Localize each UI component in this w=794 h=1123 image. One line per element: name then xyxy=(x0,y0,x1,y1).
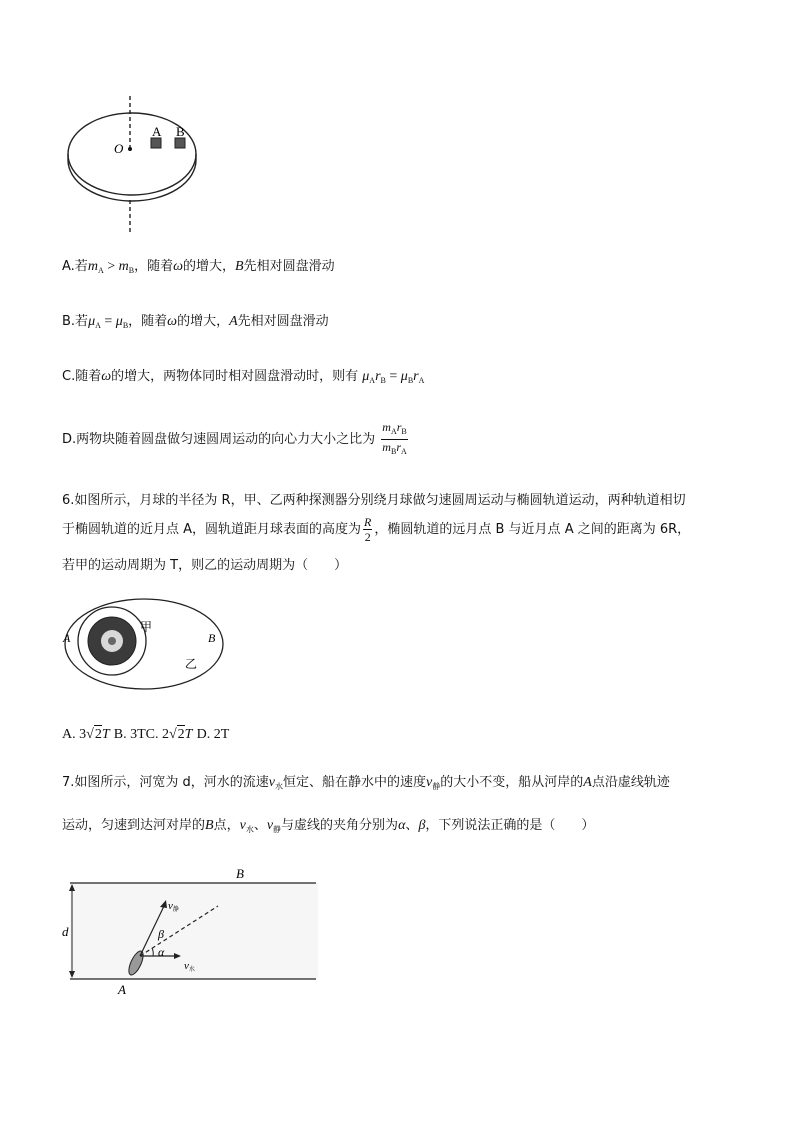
q6-options: A. 3√2T B. 3TC. 2√2T D. 2T xyxy=(62,727,230,742)
river-water xyxy=(70,883,318,979)
label-alpha: α xyxy=(158,945,165,959)
label-a-orbit: A xyxy=(63,631,71,645)
label-v-water: v水 xyxy=(184,960,195,973)
label-b: B xyxy=(176,124,185,139)
q5-option-a: A.若$m_A > m_B$，随着ω的增大，B先相对圆盘滑动 xyxy=(62,259,335,275)
label-o: O xyxy=(114,141,124,156)
q6-line-2: 于椭圆轨道的近月点 A，圆轨道距月球表面的高度为 $\frac{R}{2}$ ，椭圆轨道的远月点 B 与近月点 A 之间的距离为 6R， xyxy=(62,515,691,544)
label-beta: β xyxy=(158,927,164,941)
orbit-height-fraction: $\frac{R}{2}$ xyxy=(364,515,372,544)
disk-center-dot xyxy=(128,147,132,151)
q7-line-2: 运动，匀速到达河对岸的B点，$v_水$、$v_静$与虚线的夹角分别为α、β，下列说法正确的是（ ） xyxy=(62,818,595,834)
force-ratio-fraction: $\frac{m_Ar_B}{m_Br_A}$ xyxy=(382,420,407,456)
label-v-boat: v静 xyxy=(168,900,179,913)
label-yi: 乙 xyxy=(185,657,198,671)
q5-option-c: C.随着ω的增大，两物体同时相对圆盘滑动时，则有 $\mu_Ar_B = \mu_Br_A$ xyxy=(62,369,425,385)
label-b-orbit: B xyxy=(208,631,216,645)
q5-option-d: D.两物块随着圆盘做匀速圆周运动的向心力大小之比为 $\frac{m_Ar_B}{m_Br_A}$ xyxy=(62,420,410,459)
label-a: A xyxy=(152,124,162,139)
q6-line-3: 若甲的运动周期为 T，则乙的运动周期为（ ） xyxy=(62,558,348,573)
moon-center xyxy=(108,637,116,645)
moon-orbit-figure xyxy=(60,594,230,696)
label-d: d xyxy=(62,924,69,939)
block-a xyxy=(151,138,161,148)
label-a-river: A xyxy=(118,982,126,997)
label-b-river: B xyxy=(236,866,244,881)
q5-option-b: B.若$\mu_A = \mu_B$，随着ω的增大，A先相对圆盘滑动 xyxy=(62,314,329,330)
block-b xyxy=(175,138,185,148)
q6-line-1: 6.如图所示，月球的半径为 R，甲、乙两种探测器分别绕月球做匀速圆周运动与椭圆轨道运动，两种轨道相切 xyxy=(62,493,686,508)
rotating-disk-figure xyxy=(60,92,210,232)
q7-line-1: 7.如图所示，河宽为 d，河水的流速$v_水$恒定、船在静水中的速度$v_静$的大小不变，船从河岸的A点沿虚线轨迹 xyxy=(62,775,670,791)
river-crossing-figure xyxy=(60,866,322,998)
label-jia: 甲 xyxy=(140,620,153,634)
